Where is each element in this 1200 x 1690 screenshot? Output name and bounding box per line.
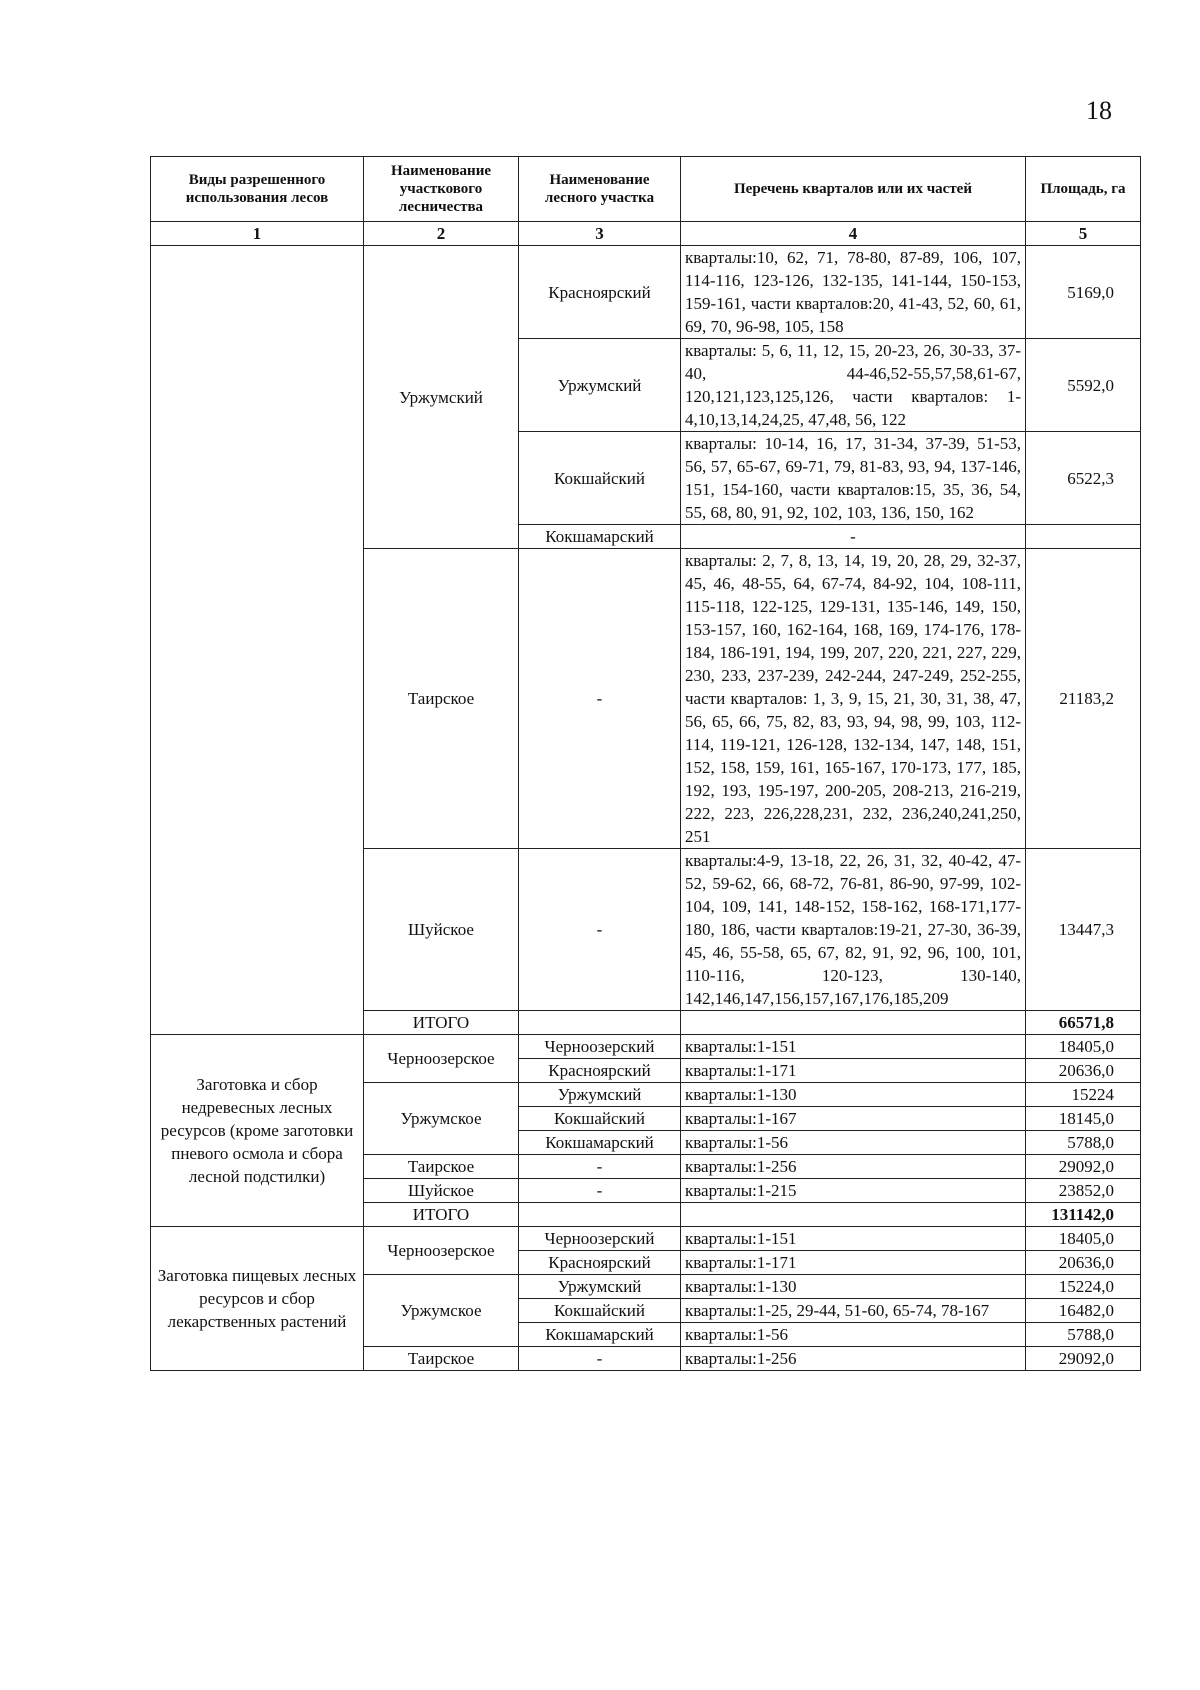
plot-cell: Черноозерский bbox=[519, 1035, 681, 1059]
forestry-cell: Шуйское bbox=[364, 1179, 519, 1203]
area-cell: 23852,0 bbox=[1026, 1179, 1141, 1203]
plot-cell: - bbox=[519, 849, 681, 1011]
area-cell: 21183,2 bbox=[1026, 549, 1141, 849]
use-type-cell: Заготовка и сбор недревесных лесных ресурсов (кроме заготовки пневого осмола и сбора лесной подстилки) bbox=[151, 1035, 364, 1227]
empty-cell bbox=[519, 1203, 681, 1227]
quarters-cell: кварталы: 2, 7, 8, 13, 14, 19, 20, 28, 29, 32-37, 45, 46, 48-55, 64, 67-74, 84-92, 104, 108-111, 115-118, 122-125, 129-131, 135-146, 149, 150, 153-157, 160, 162-164, 168, 169, 174-176, 178-184, 186-191, 194, 199, 207, 220, 221, 227, 229, 230, 233, 237-239, 242-244, 247-249, 252-255, части кварталов: 1, 3, 9, 15, 21, 30, 31, 38, 47, 56, 65, 66, 75, 82, 83, 93, 94, 98, 99, 103, 112-114, 119-121, 126-128, 132-134, 147, 148, 151, 152, 158, 159, 161, 165-167, 170-173, 177, 185, 192, 193, 195-197, 200-205, 208-213, 216-219, 222, 223, 226,228,231, 232, 236,240,241,250, 251 bbox=[681, 549, 1026, 849]
forestry-cell: Черноозерское bbox=[364, 1035, 519, 1083]
plot-cell: Уржумский bbox=[519, 339, 681, 432]
area-cell bbox=[1026, 525, 1141, 549]
quarters-cell: кварталы: 5, 6, 11, 12, 15, 20-23, 26, 30-33, 37-40, 44-46,52-55,57,58,61-67, 120,121,123,125,126, части кварталов: 1-4,10,13,14,24,25, 47,48, 56, 122 bbox=[681, 339, 1026, 432]
quarters-cell: кварталы:1-171 bbox=[681, 1059, 1026, 1083]
forestry-cell: Уржумское bbox=[364, 1275, 519, 1347]
table-row bbox=[151, 1035, 1141, 1059]
empty-cell bbox=[519, 1011, 681, 1035]
plot-cell: Красноярский bbox=[519, 1059, 681, 1083]
quarters-cell: кварталы:1-56 bbox=[681, 1323, 1026, 1347]
plot-cell: Кокшамарский bbox=[519, 525, 681, 549]
total-area: 66571,8 bbox=[1026, 1011, 1141, 1035]
quarters-cell: - bbox=[681, 525, 1026, 549]
quarters-cell: кварталы:1-130 bbox=[681, 1083, 1026, 1107]
plot-cell: Кокшайский bbox=[519, 432, 681, 525]
area-cell: 5788,0 bbox=[1026, 1131, 1141, 1155]
area-cell: 5169,0 bbox=[1026, 246, 1141, 339]
plot-cell: Кокшамарский bbox=[519, 1323, 681, 1347]
area-cell: 13447,3 bbox=[1026, 849, 1141, 1011]
column-number: 4 bbox=[681, 222, 1026, 246]
quarters-cell: кварталы:1-167 bbox=[681, 1107, 1026, 1131]
quarters-cell: кварталы:1-25, 29-44, 51-60, 65-74, 78-167 bbox=[681, 1299, 1026, 1323]
quarters-cell: кварталы:1-130 bbox=[681, 1275, 1026, 1299]
quarters-cell: кварталы:1-215 bbox=[681, 1179, 1026, 1203]
quarters-cell: кварталы: 10-14, 16, 17, 31-34, 37-39, 51-53, 56, 57, 65-67, 69-71, 79, 81-83, 93, 94, 137-146, 151, 154-160, части кварталов:15, 35, 36, 54, 55, 68, 80, 91, 92, 102, 103, 136, 150, 162 bbox=[681, 432, 1026, 525]
area-cell: 20636,0 bbox=[1026, 1251, 1141, 1275]
total-label: ИТОГО bbox=[364, 1203, 519, 1227]
quarters-cell: кварталы:1-56 bbox=[681, 1131, 1026, 1155]
total-label: ИТОГО bbox=[364, 1011, 519, 1035]
area-cell: 18405,0 bbox=[1026, 1227, 1141, 1251]
header-area: Площадь, га bbox=[1026, 157, 1141, 222]
plot-cell: - bbox=[519, 1347, 681, 1371]
forestry-cell: Уржумское bbox=[364, 1083, 519, 1155]
forestry-cell: Черноозерское bbox=[364, 1227, 519, 1275]
column-number: 1 bbox=[151, 222, 364, 246]
quarters-cell: кварталы:1-256 bbox=[681, 1155, 1026, 1179]
area-cell: 18405,0 bbox=[1026, 1035, 1141, 1059]
table-row bbox=[151, 246, 1141, 339]
plot-cell: Кокшамарский bbox=[519, 1131, 681, 1155]
plot-cell: - bbox=[519, 1179, 681, 1203]
forestry-cell: Уржумский bbox=[364, 246, 519, 549]
plot-cell: Уржумский bbox=[519, 1275, 681, 1299]
plot-cell: - bbox=[519, 1155, 681, 1179]
quarters-cell: кварталы:10, 62, 71, 78-80, 87-89, 106, 107, 114-116, 123-126, 132-135, 141-144, 150-153, 159-161, части кварталов:20, 41-43, 52, 60, 61, 69, 70, 96-98, 105, 158 bbox=[681, 246, 1026, 339]
quarters-cell: кварталы:1-171 bbox=[681, 1251, 1026, 1275]
area-cell: 6522,3 bbox=[1026, 432, 1141, 525]
quarters-cell: кварталы:4-9, 13-18, 22, 26, 31, 32, 40-42, 47-52, 59-62, 66, 68-72, 76-81, 86-90, 97-99, 102-104, 109, 141, 148-152, 158-162, 168-171,177-180, 186, части кварталов:19-21, 27-30, 36-39, 45, 46, 55-58, 65, 67, 82, 91, 92, 96, 100, 101, 110-116, 120-123, 130-140, 142,146,147,156,157,167,176,185,209 bbox=[681, 849, 1026, 1011]
quarters-cell: кварталы:1-256 bbox=[681, 1347, 1026, 1371]
plot-cell: Красноярский bbox=[519, 1251, 681, 1275]
column-number: 3 bbox=[519, 222, 681, 246]
plot-cell: Кокшайский bbox=[519, 1299, 681, 1323]
header-use-type: Виды разрешенного использования лесов bbox=[151, 157, 364, 222]
plot-cell: Кокшайский bbox=[519, 1107, 681, 1131]
area-cell: 29092,0 bbox=[1026, 1347, 1141, 1371]
header-quarters: Перечень кварталов или их частей bbox=[681, 157, 1026, 222]
table-row bbox=[151, 1227, 1141, 1251]
plot-cell: Черноозерский bbox=[519, 1227, 681, 1251]
forest-use-table bbox=[150, 156, 1141, 1371]
plot-cell: Уржумский bbox=[519, 1083, 681, 1107]
forestry-cell: Таирское bbox=[364, 549, 519, 849]
use-type-cell-empty bbox=[151, 246, 364, 1035]
area-cell: 20636,0 bbox=[1026, 1059, 1141, 1083]
page-number: 18 bbox=[1086, 96, 1112, 125]
column-number: 5 bbox=[1026, 222, 1141, 246]
plot-cell: Красноярский bbox=[519, 246, 681, 339]
use-type-cell: Заготовка пищевых лесных ресурсов и сбор лекарственных растений bbox=[151, 1227, 364, 1371]
area-cell: 18145,0 bbox=[1026, 1107, 1141, 1131]
area-cell: 16482,0 bbox=[1026, 1299, 1141, 1323]
header-plot: Наименование лесного участка bbox=[519, 157, 681, 222]
area-cell: 29092,0 bbox=[1026, 1155, 1141, 1179]
forestry-cell: Шуйское bbox=[364, 849, 519, 1011]
total-area: 131142,0 bbox=[1026, 1203, 1141, 1227]
column-number-row bbox=[151, 222, 1141, 246]
quarters-cell: кварталы:1-151 bbox=[681, 1227, 1026, 1251]
area-cell: 5592,0 bbox=[1026, 339, 1141, 432]
column-number: 2 bbox=[364, 222, 519, 246]
plot-cell: - bbox=[519, 549, 681, 849]
forestry-cell: Таирское bbox=[364, 1155, 519, 1179]
quarters-cell: кварталы:1-151 bbox=[681, 1035, 1026, 1059]
header-forestry: Наименование участкового лесничества bbox=[364, 157, 519, 222]
area-cell: 5788,0 bbox=[1026, 1323, 1141, 1347]
empty-cell bbox=[681, 1203, 1026, 1227]
forestry-cell: Таирское bbox=[364, 1347, 519, 1371]
empty-cell bbox=[681, 1011, 1026, 1035]
area-cell: 15224 bbox=[1026, 1083, 1141, 1107]
area-cell: 15224,0 bbox=[1026, 1275, 1141, 1299]
